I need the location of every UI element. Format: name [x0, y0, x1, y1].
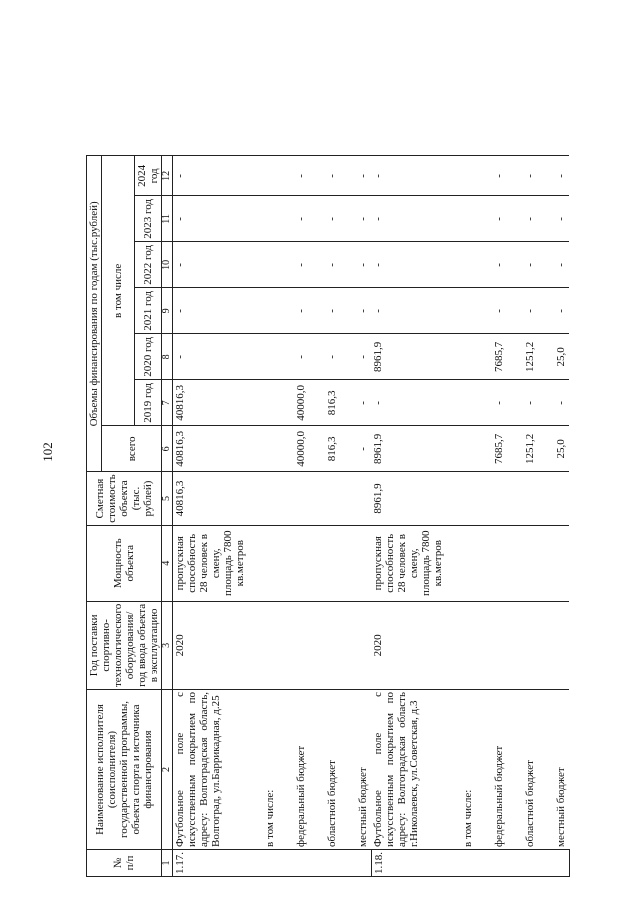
value-2021: - — [173, 288, 248, 334]
object-year: 2020 — [371, 601, 445, 689]
sub-value-total: 7685,7 — [476, 426, 507, 472]
object-capacity: пропускная способность 28 человек в смену, площадь 7800 кв.метров — [371, 525, 445, 601]
value-2021: - — [371, 288, 445, 334]
sub-value-2019: - — [340, 380, 371, 426]
value-2020: - — [173, 334, 248, 380]
sub-value-2019: - — [507, 380, 538, 426]
value-2023: - — [371, 196, 445, 242]
col-number: 1 — [162, 850, 173, 877]
sub-value-2021: - — [309, 288, 340, 334]
header-2021: 2021 год — [135, 288, 162, 334]
sub-value-2020: 1251,2 — [507, 334, 538, 380]
header-row-1 — [87, 156, 102, 877]
header-cost: Сметная стоимость объекта (тыс. рублей) — [87, 472, 162, 525]
sub-label: федеральный бюджет — [278, 690, 309, 850]
sub-value-2023: - — [538, 196, 569, 242]
object-name: Футбольное поле с искусственным покрытием по адресу: Волгоградская область г.Николаевск, ул.Советская, д.3 — [371, 690, 445, 850]
value-total: 40816,3 — [173, 426, 248, 472]
header-2023: 2023 год — [135, 196, 162, 242]
col-number: 5 — [162, 472, 173, 525]
sub-value-2020: 7685,7 — [476, 334, 507, 380]
sub-value-2024: - — [538, 156, 569, 196]
column-number-row — [162, 156, 173, 877]
value-2024: - — [173, 156, 248, 196]
sub-value-2022: - — [507, 242, 538, 288]
sub-label: местный бюджет — [538, 690, 569, 850]
sub-value-2024: - — [340, 156, 371, 196]
row-number: 1.17. — [173, 850, 372, 877]
sub-value-2021: - — [507, 288, 538, 334]
sub-value-2024: - — [507, 156, 538, 196]
sub-label: федеральный бюджет — [476, 690, 507, 850]
sub-value-total: 816,3 — [309, 426, 340, 472]
sub-value-2019: - — [476, 380, 507, 426]
incl-label: в том числе: — [247, 690, 278, 850]
value-2020: 8961,9 — [371, 334, 445, 380]
sub-row — [507, 156, 538, 877]
sub-value-2021: - — [340, 288, 371, 334]
sub-value-2020: - — [309, 334, 340, 380]
object-capacity: пропускная способность 28 человек в смену, площадь 7800 кв.метров — [173, 525, 248, 601]
row-number: 1.18. — [371, 850, 569, 877]
sub-label: областной бюджет — [309, 690, 340, 850]
sub-value-2021: - — [538, 288, 569, 334]
sub-label: местный бюджет — [340, 690, 371, 850]
header-2024: 2024 год — [135, 156, 162, 196]
sub-value-2024: - — [476, 156, 507, 196]
col-number: 7 — [162, 380, 173, 426]
sub-value-2020: - — [278, 334, 309, 380]
sub-value-2019: 40000,0 — [278, 380, 309, 426]
sub-value-total: - — [340, 426, 371, 472]
col-number: 12 — [162, 156, 173, 196]
value-2019: 40816,3 — [173, 380, 248, 426]
col-number: 3 — [162, 601, 173, 689]
object-cost: 8961,9 — [371, 472, 445, 525]
value-2022: - — [371, 242, 445, 288]
sub-value-total: 40000,0 — [278, 426, 309, 472]
value-2023: - — [173, 196, 248, 242]
sub-value-2019: 816,3 — [309, 380, 340, 426]
sub-value-2023: - — [278, 196, 309, 242]
sub-value-2023: - — [340, 196, 371, 242]
sub-row — [340, 156, 371, 877]
header-num: № п/п — [87, 850, 162, 877]
object-name: Футбольное поле с искусственным покрытием по адресу: Волгоградская область, Волгоград, ул.Баррикадная, д.25 — [173, 690, 248, 850]
sub-value-2019: - — [538, 380, 569, 426]
col-number: 10 — [162, 242, 173, 288]
col-number: 8 — [162, 334, 173, 380]
value-total: 8961,9 — [371, 426, 445, 472]
header-incl: в том числе — [102, 156, 135, 426]
sub-value-total: 25,0 — [538, 426, 569, 472]
incl-row — [445, 156, 476, 877]
table-row — [173, 156, 248, 877]
col-number: 6 — [162, 426, 173, 472]
sub-row — [538, 156, 569, 877]
sub-value-2022: - — [538, 242, 569, 288]
sub-value-2022: - — [309, 242, 340, 288]
header-funding: Объемы финансирования по годам (тыс.рублей) — [87, 156, 102, 472]
sub-label: областной бюджет — [507, 690, 538, 850]
incl-row — [247, 156, 278, 877]
sub-value-2024: - — [309, 156, 340, 196]
sub-row — [476, 156, 507, 877]
value-2022: - — [173, 242, 248, 288]
object-year: 2020 — [173, 601, 248, 689]
col-number: 11 — [162, 196, 173, 242]
value-2024: - — [371, 156, 445, 196]
value-2019: - — [371, 380, 445, 426]
incl-label: в том числе: — [445, 690, 476, 850]
financing-table — [86, 155, 570, 877]
header-2022: 2022 год — [135, 242, 162, 288]
sub-row — [278, 156, 309, 877]
table-row — [371, 156, 445, 877]
sub-value-2022: - — [340, 242, 371, 288]
header-2019: 2019 год — [135, 380, 162, 426]
sub-value-2023: - — [507, 196, 538, 242]
sub-value-2023: - — [309, 196, 340, 242]
header-capacity: Мощность объекта — [87, 525, 162, 601]
sub-value-total: 1251,2 — [507, 426, 538, 472]
sub-value-2024: - — [278, 156, 309, 196]
sub-value-2020: - — [340, 334, 371, 380]
sub-value-2020: 25,0 — [538, 334, 569, 380]
sub-value-2021: - — [278, 288, 309, 334]
sub-value-2023: - — [476, 196, 507, 242]
sub-value-2022: - — [476, 242, 507, 288]
sub-value-2021: - — [476, 288, 507, 334]
header-name: Наименование исполнителя (соисполнителя) государственной программы, объекта спорта и источника финансирования — [87, 690, 162, 850]
header-2020: 2020 год — [135, 334, 162, 380]
col-number: 9 — [162, 288, 173, 334]
header-total: всего — [102, 426, 162, 472]
object-cost: 40816,3 — [173, 472, 248, 525]
header-year: Год поставки спортивно-технологического оборудования/ год ввода объекта в эксплуатацию — [87, 601, 162, 689]
col-number: 2 — [162, 690, 173, 850]
sub-value-2022: - — [278, 242, 309, 288]
col-number: 4 — [162, 525, 173, 601]
sub-row — [309, 156, 340, 877]
page-number: 102 — [40, 442, 55, 462]
